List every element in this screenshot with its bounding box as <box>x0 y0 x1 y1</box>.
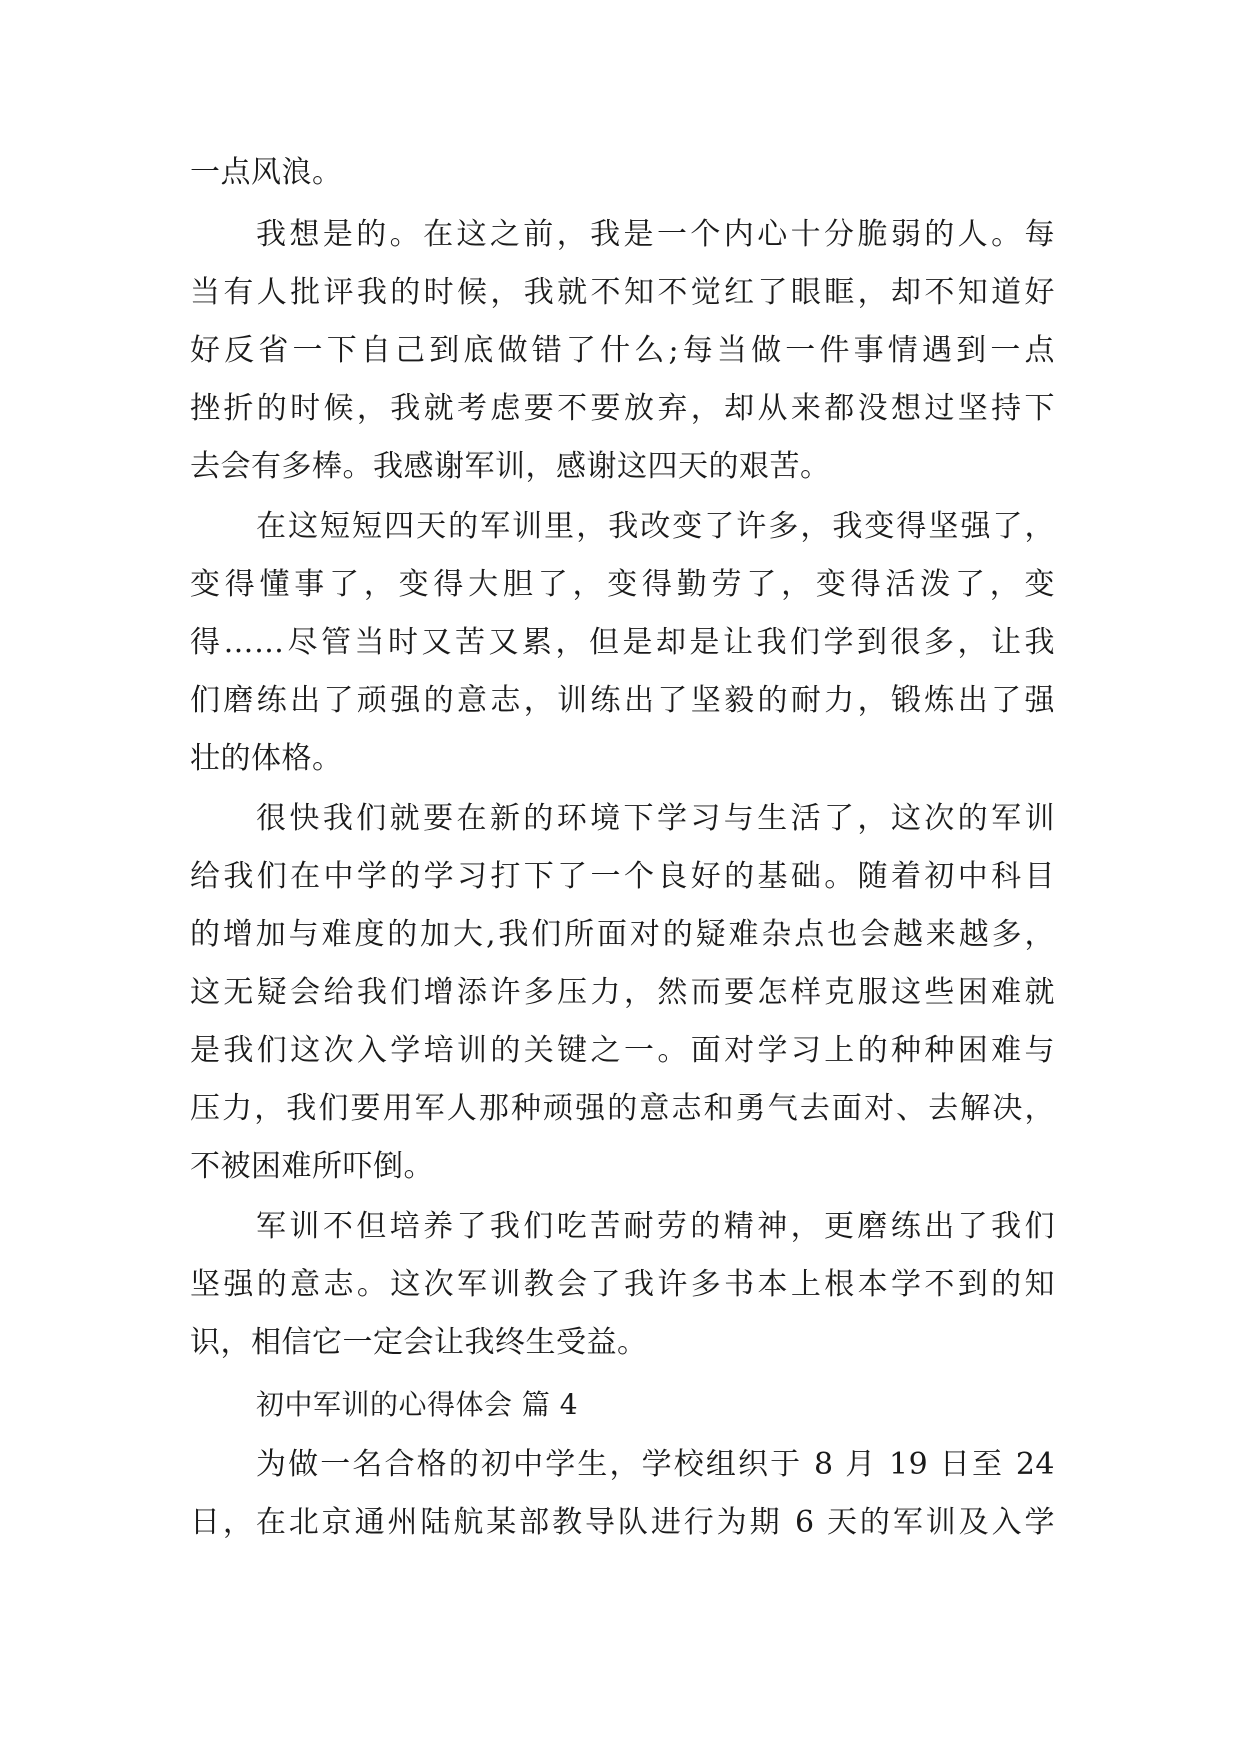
paragraph-first-line: 军训不但培养了我们吃苦耐劳的精神，更磨练出了我们 <box>256 1209 1055 1244</box>
paragraph-first-line: 很快我们就要在新的环境下学习与生活了，这次的军训 <box>256 801 1055 836</box>
text-line: 当有人批评我的时候，我就不知不觉红了眼眶，却不知道好 <box>190 275 1055 310</box>
text-line: 一点风浪。 <box>190 155 343 190</box>
text-line: 壮的体格。 <box>190 741 343 776</box>
text-line: 得……尽管当时又苦又累，但是却是让我们学到很多，让我 <box>190 625 1055 660</box>
text-line: 识，相信它一定会让我终生受益。 <box>190 1325 648 1360</box>
paragraph-first-line: 我想是的。在这之前，我是一个内心十分脆弱的人。每 <box>256 217 1055 252</box>
paragraph-first-line: 在这短短四天的军训里，我改变了许多，我变得坚强了， <box>256 509 1055 544</box>
text-line: 压力，我们要用军人那种顽强的意志和勇气去面对、去解决， <box>190 1091 1055 1126</box>
text-line: 不被困难所吓倒。 <box>190 1149 434 1184</box>
text-line: 好反省一下自己到底做错了什么;每当做一件事情遇到一点 <box>190 333 1055 368</box>
text-line: 去会有多棒。我感谢军训，感谢这四天的艰苦。 <box>190 449 831 484</box>
text-line: 变得懂事了，变得大胆了，变得勤劳了，变得活泼了，变 <box>190 567 1055 602</box>
text-line: 坚强的意志。这次军训教会了我许多书本上根本学不到的知 <box>190 1267 1055 1302</box>
text-line: 们磨练出了顽强的意志，训练出了坚毅的耐力，锻炼出了强 <box>190 683 1055 718</box>
text-line: 的增加与难度的加大,我们所面对的疑难杂点也会越来越多， <box>190 917 1055 952</box>
text-line: 挫折的时候，我就考虑要不要放弃，却从来都没想过坚持下 <box>190 391 1055 426</box>
text-line: 是我们这次入学培训的关键之一。面对学习上的种种困难与 <box>190 1033 1055 1068</box>
section-heading: 初中军训的心得体会 篇 4 <box>256 1388 579 1421</box>
text-line: 日，在北京通州陆航某部教导队进行为期 6 天的军训及入学 <box>190 1505 1055 1540</box>
text-line: 这无疑会给我们增添许多压力，然而要怎样克服这些困难就 <box>190 975 1055 1010</box>
text-line: 给我们在中学的学习打下了一个良好的基础。随着初中科目 <box>190 859 1055 894</box>
paragraph-first-line: 为做一名合格的初中学生，学校组织于 8 月 19 日至 24 <box>256 1447 1055 1482</box>
